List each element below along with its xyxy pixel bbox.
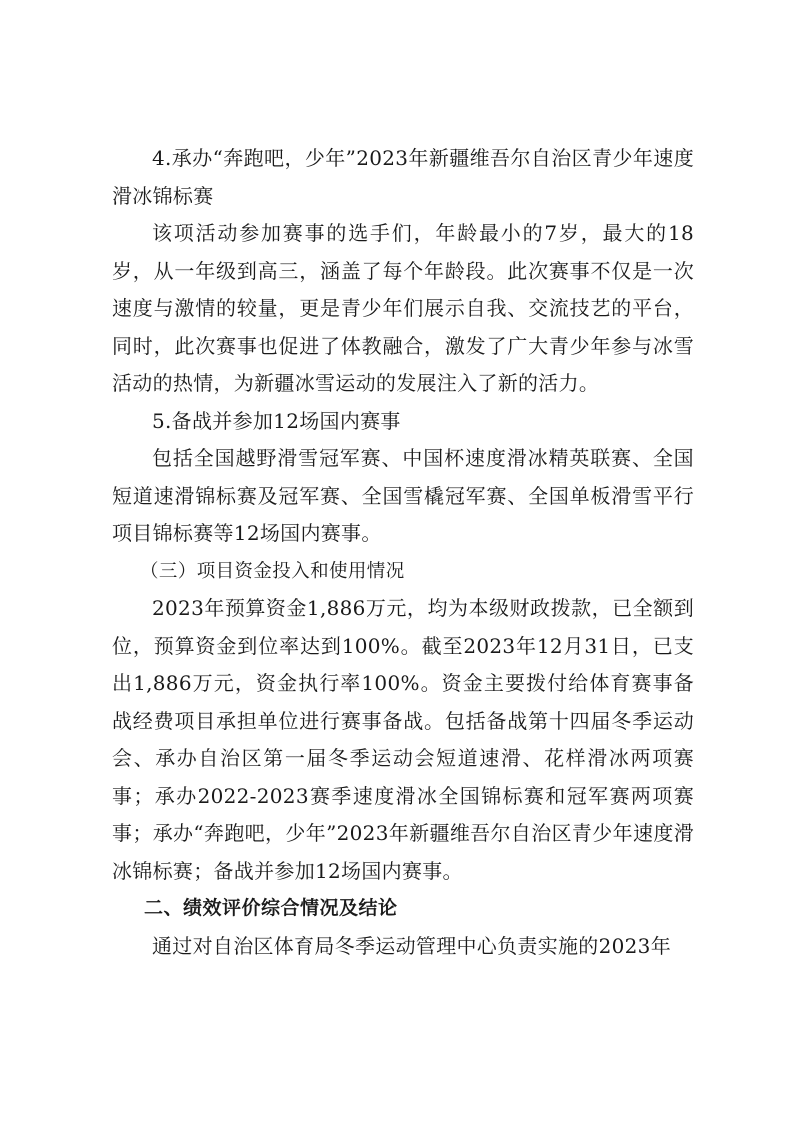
section-2-heading: 二、绩效评价综合情况及结论 xyxy=(144,897,398,919)
evaluation-paragraph: 通过对自治区体育局冬季运动管理中心负责实施的2023年 xyxy=(152,933,671,958)
item-5-heading: 5.备战并参加12场国内赛事 xyxy=(152,408,401,433)
item-5-description: 包括全国越野滑雪冠军赛、中国杯速度滑冰精英联赛、全国短道速滑锦标赛及冠军赛、全国雪橇冠军赛、全国单板滑雪平行项目锦标赛等12场国内赛事。 xyxy=(112,446,694,545)
funding-paragraph: 2023年预算资金1,886万元，均为本级财政拨款，已全额到位，预算资金到位率达到100%。截至2023年12月31日，已支出1,886万元，资金执行率100%。资金主要拨付给体育赛事备战经费项目承担单位进行赛事备战。包括备战第十四届冬季运动会、承办自治区第一届冬季运动会短道速滑、花样滑冰两项赛事；承办2022-2023赛季速度滑冰全国锦标赛和冠军赛两项赛事；承办“奔跑吧，少年”2023年新疆维吾尔自治区青少年速度滑冰锦标赛；备战并参加12场国内赛事。 xyxy=(112,596,694,883)
document-body xyxy=(112,140,694,965)
item-4-heading: 4.承办“奔跑吧，少年”2023年新疆维吾尔自治区青少年速度滑冰锦标赛 xyxy=(112,146,694,208)
section-3-heading: （三）项目资金投入和使用情况 xyxy=(140,560,405,582)
item-4-description: 该项活动参加赛事的选手们，年龄最小的7岁，最大的18岁，从一年级到高三，涵盖了每个年龄段。此次赛事不仅是一次速度与激情的较量，更是青少年们展示自我、交流技艺的平台，同时，此次赛事也促进了体教融合，激发了广大青少年参与冰雪活动的热情，为新疆冰雪运动的发展注入了新的活力。 xyxy=(112,221,694,395)
